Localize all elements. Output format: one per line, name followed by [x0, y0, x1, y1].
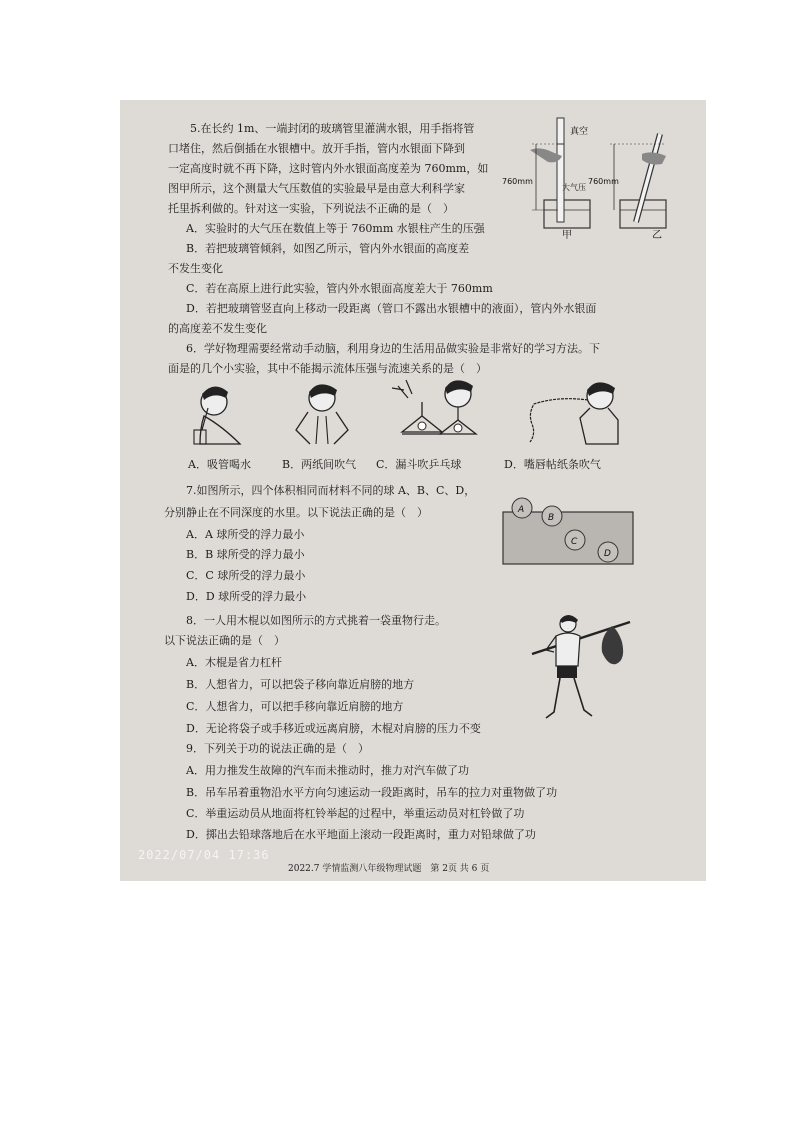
q6-line-1: 6．学好物理需要经常动手动脑，利用身边的生活用品做实验是非常好的学习方法。下 [186, 342, 600, 355]
q6-caption-a: A．吸管喝水 [188, 458, 251, 471]
q5-line-2: 口堵住，然后倒插在水银槽中。放开手指，管内水银面下降到 [168, 142, 465, 155]
heavy-bag [602, 626, 623, 664]
q8-option-a: A．木棍是省力杠杆 [186, 656, 282, 669]
ball-d-label: D [604, 549, 611, 559]
label-jia: 甲 [562, 230, 572, 241]
q9-option-c: C．举重运动员从地面将杠铃举起的过程中，举重运动员对杠铃做了功 [186, 807, 525, 820]
q7-option-a: A．A 球所受的浮力最小 [186, 528, 305, 541]
photographed-exam-page [120, 100, 706, 881]
q7-option-d: D．D 球所受的浮力最小 [186, 590, 307, 603]
q5-line-5: 托里拆利做的。针对这一实验，下列说法不正确的是（ ） [168, 202, 454, 215]
q8-option-b: B．人想省力，可以把袋子移向靠近肩膀的地方 [186, 678, 415, 691]
glass-tube-left [557, 118, 564, 222]
q7-line-2: 分别静止在不同深度的水里。以下说法正确的是（ ） [164, 506, 428, 519]
hand-right [642, 152, 666, 164]
q5-option-d: D．若把玻璃管竖直向上移动一段距离（管口不露出水银槽中的液面），管内外水银面 [186, 302, 597, 315]
q5-option-b-cont: 不发生变化 [168, 262, 223, 275]
mm-label-left: 760mm [502, 177, 533, 186]
ball-c-label: C [571, 537, 578, 547]
q6-caption-b: B．两纸间吹气 [282, 458, 357, 471]
pressure-label: 大气压 [562, 183, 586, 192]
man-body [556, 633, 580, 666]
mercury-trough-left [544, 200, 590, 228]
q9-option-b: B．吊车吊着重物沿水平方向匀速运动一段距离时，吊车的拉力对重物做了功 [186, 786, 558, 799]
q9-option-d: D．掷出去铅球落地后在水平地面上滚动一段距离时，重力对铅球做了功 [186, 828, 536, 841]
illustration-funnel-pingpong [392, 380, 476, 434]
photo-timestamp: 2022/07/04 17:36 [138, 848, 270, 862]
vacuum-label: 真空 [570, 127, 589, 137]
illustration-straw-drinking [194, 386, 240, 444]
man-shorts [557, 666, 577, 678]
q6-caption-c: C．漏斗吹乒乓球 [376, 458, 462, 471]
q7-option-c: C．C 球所受的浮力最小 [186, 569, 306, 582]
q5-line-3: 一定高度时就不再下降，这时管内外水银面高度差为 760mm，如 [168, 162, 489, 175]
man-carrying-bag-figure [530, 614, 634, 726]
q5-option-d-cont: 的高度差不发生变化 [168, 322, 267, 335]
torricelli-figure [502, 114, 672, 241]
q9-option-a: A．用力推发生故障的汽车而未推动时，推力对汽车做了功 [186, 764, 469, 777]
q6-caption-d: D．嘴唇帖纸条吹气 [504, 458, 601, 471]
q6-line-2: 面是的几个小实验，其中不能揭示流体压强与流速关系的是（ ） [168, 362, 487, 375]
q8-option-d: D．无论将袋子或手移近或远离肩膀，木棍对肩膀的压力不变 [186, 722, 481, 735]
q8-option-c: C．人想省力，可以把手移向靠近肩膀的地方 [186, 700, 404, 713]
q9-line-1: 9．下列关于功的说法正确的是（ ） [186, 742, 369, 755]
q8-line-2: 以下说法正确的是（ ） [164, 634, 285, 647]
page-footer: 2022.7 学情监测八年级物理试题 第 2页 共 6 页 [288, 864, 490, 874]
ball-a-label: A [518, 505, 525, 515]
q5-option-c: C．若在高原上进行此实验，管内外水银面高度差大于 760mm [186, 282, 493, 295]
illustration-two-papers [296, 384, 348, 444]
q8-line-1: 8．一人用木棍以如图所示的方式挑着一袋重物行走。 [186, 614, 446, 627]
q5-option-b: B．若把玻璃管倾斜，如图乙所示，管内外水银面的高度差 [186, 242, 470, 255]
ball-b-label: B [548, 513, 555, 523]
q5-line-4: 图甲所示，这个测量大气压数值的实验最早是由意大利科学家 [168, 182, 465, 195]
q5-option-a: A．实验时的大气压在数值上等于 760mm 水银柱产生的压强 [186, 222, 485, 235]
q6-illustrations [182, 372, 662, 456]
mm-label-right: 760mm [588, 177, 619, 186]
q7-line-1: 7.如图所示，四个体积相同而材料不同的球 A、B、C、D， [186, 484, 476, 497]
illustration-paper-strip [530, 382, 618, 444]
q5-line-1: 5.在长约 1m、一端封闭的玻璃管里灌满水银，用手指将管 [190, 122, 475, 135]
q7-option-b: B．B 球所受的浮力最小 [186, 548, 305, 561]
label-yi: 乙 [652, 230, 662, 241]
floating-balls-figure [502, 494, 636, 568]
